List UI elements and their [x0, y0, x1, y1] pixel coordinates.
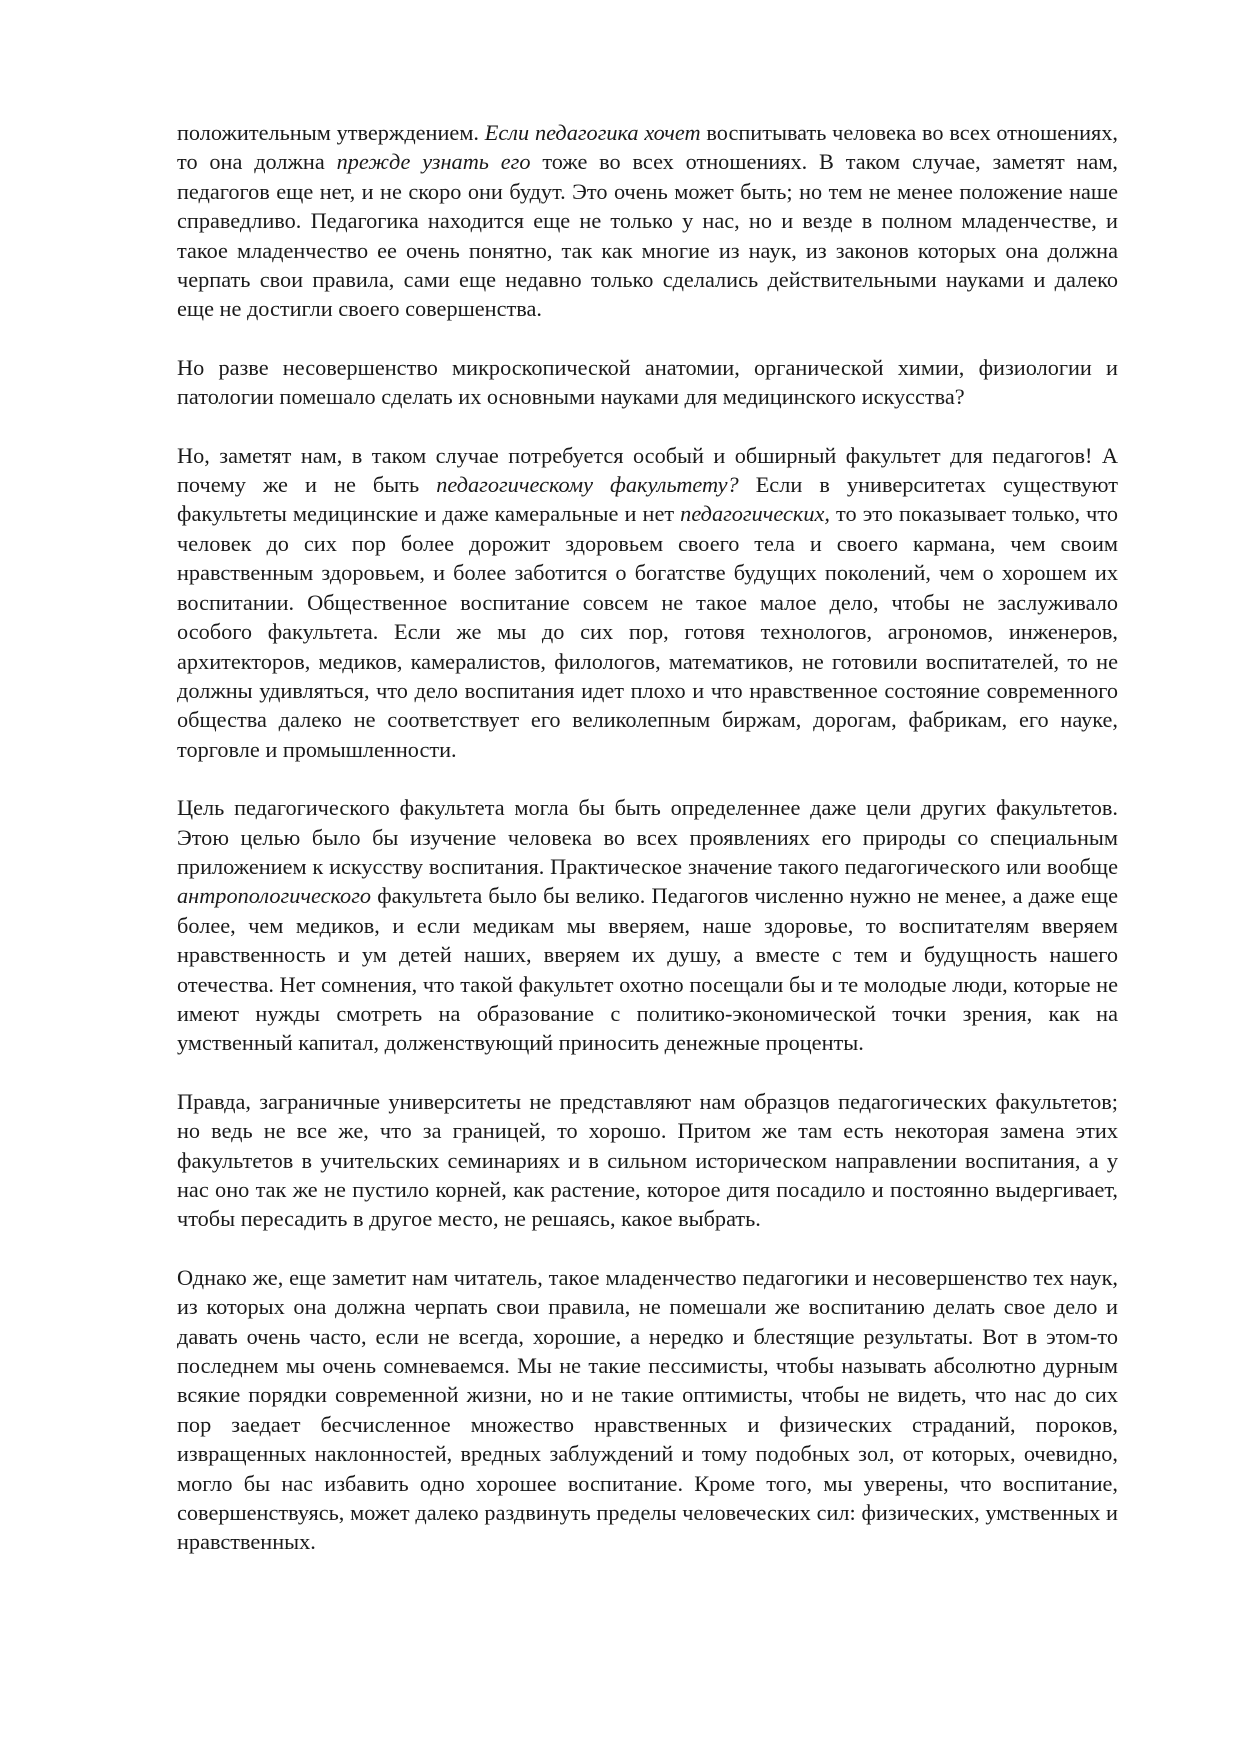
paragraph-6	[177, 1263, 1118, 1557]
paragraph-text: факультета было бы велико. Педагогов численно нужно не менее, а даже еще более, чем медиков, и если медикам мы вверяем, наше здоровье, то воспитателям вверяем нравственность и ум детей наших, вверяем их душу, а вместе с тем и будущность нашего отечества. Нет сомнения, что такой факультет охотно посещали бы и те молодые люди, которые не имеют нужды смотреть на образование с политико-экономической точки зрения, как на умственный капитал, долженствующий приносить денежные проценты.	[177, 883, 1118, 1056]
paragraph-text: Если в университетах существуют факультеты медицинские и даже камеральные и нет	[177, 472, 1119, 527]
italic-phrase: педагогических,	[680, 501, 830, 527]
italic-phrase: антропологического	[177, 883, 372, 909]
paragraph-4	[177, 793, 1118, 1058]
paragraph-2	[177, 353, 1118, 412]
italic-phrase: педагогическому факультету?	[436, 472, 739, 498]
paragraph-text: воспитывать человека во всех отношениях, то она должна	[177, 120, 1118, 175]
paragraph-3	[177, 441, 1118, 764]
paragraph-text: Но разве несовершенство микроскопической анатомии, органической химии, физиологии и патологии помешало сделать их основными науками для медицинского искусства?	[177, 354, 1118, 410]
paragraph-text: Цель педагогического факультета могла бы быть определеннее даже цели других факультетов. Этою целью было бы изучение человека во всех проявлениях его природы со специальным приложением к искусству воспитания. Практическое значение такого педагогического или вообще	[177, 795, 1118, 879]
paragraph-text: то это показывает только, что человек до сих пор более дорожит здоровьем своего тела и своего кармана, чем своим нравственным здоровьем, и более заботится о богатстве будущих поколений, чем о хорошем их воспитании. Общественное воспитание совсем не такое малое дело, чтобы не заслуживало особого факультета. Если же мы до сих пор, готовя технологов, агрономов, инженеров, архитекторов, медиков, камералистов, филологов, математиков, не готовили воспитателей, то не должны удивляться, что дело воспитания идет плохо и что нравственное состояние современного общества далеко не соответствует его великолепным биржам, дорогам, фабрикам, его науке, торговле и промышленности.	[177, 501, 1118, 762]
italic-phrase: Если педагогика хочет	[484, 120, 701, 145]
italic-phrase: прежде узнать его	[336, 149, 531, 175]
document-page	[177, 118, 1118, 1557]
paragraph-text: Но, заметят нам, в таком случае потребуется особый и обширный факультет для педагогов! А почему же и не быть	[177, 442, 1118, 498]
paragraph-1	[177, 118, 1118, 324]
paragraph-text: Однако же, еще заметит нам читатель, такое младенчество педагогики и несовершенство тех наук, из которых она должна черпать свои правила, не помешали же воспитанию делать свое дело и давать очень часто, если не всегда, хорошие, а нередко и блестящие результаты. Вот в этом-то последнем мы очень сомневаемся. Мы не такие пессимисты, чтобы называть абсолютно дурным всякие порядки современной жизни, но и не такие оптимисты, чтобы не видеть, что нас до сих пор заедает бесчисленное множество нравственных и физических страданий, пороков, извращенных наклонностей, вредных заблуждений и тому подобных зол, от которых, очевидно, могло бы нас избавить одно хорошее воспитание. Кроме того, мы уверены, что воспитание, совершенствуясь, может далеко раздвинуть пределы человеческих сил: физических, умственных и нравственных.	[177, 1264, 1118, 1555]
paragraph-5	[177, 1087, 1118, 1234]
paragraph-text: Правда, заграничные университеты не представляют нам образцов педагогических факультетов; но ведь не все же, что за границей, то хорошо. Притом же там есть некоторая замена этих факультетов в учительских семинариях и в сильном историческом направлении воспитания, а у нас оно так же не пустило корней, как растение, которое дитя посадило и постоянно выдергивает, чтобы пересадить в другое место, не решаясь, какое выбрать.	[177, 1088, 1118, 1232]
paragraph-text: положительным утверждением.	[177, 120, 485, 145]
paragraph-text: тоже во всех отношениях. В таком случае, заметят нам, педагогов еще нет, и не скоро они будут. Это очень может быть; но тем не менее положение наше справедливо. Педагогика находится еще не только у нас, но и везде в полном младенчестве, и такое младенчество ее очень понятно, так как многие из наук, из законов которых она должна черпать свои правила, сами еще недавно только сделались действительными науками и далеко еще не достигли своего совершенства.	[177, 149, 1119, 322]
